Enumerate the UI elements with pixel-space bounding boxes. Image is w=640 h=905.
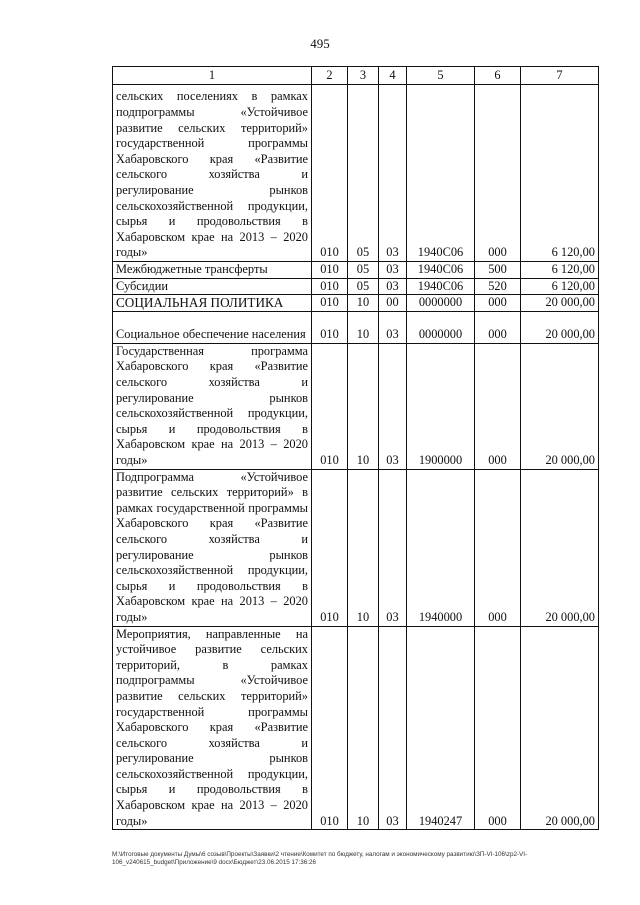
row-col-3: 10 [348, 469, 379, 626]
header-col-2: 2 [312, 67, 348, 85]
row-col-2: 010 [312, 262, 348, 279]
row-col-6: 520 [475, 278, 521, 295]
row-col-7: 20 000,00 [521, 626, 599, 830]
row-col-3: 10 [348, 311, 379, 343]
row-col-2: 010 [312, 343, 348, 469]
row-col-7: 20 000,00 [521, 295, 599, 312]
row-name: Социальное обеспечение населения [113, 311, 312, 343]
header-col-4: 4 [379, 67, 407, 85]
row-col-5: 0000000 [407, 295, 475, 312]
row-col-5: 1940247 [407, 626, 475, 830]
header-col-1: 1 [113, 67, 312, 85]
row-col-6: 000 [475, 469, 521, 626]
row-col-4: 03 [379, 278, 407, 295]
row-col-5: 1940С06 [407, 85, 475, 262]
row-col-6: 000 [475, 311, 521, 343]
row-col-5: 1940С06 [407, 262, 475, 279]
row-name: Подпрограмма «Устойчивое развитие сельских территорий» в рамках государственной программы Хабаровского края «Развитие сельского хозяйства и регулирование рынков сельскохозяйственной продукции, сырья и продовольствия в Хабаровском крае на 2013 – 2020 годы» [113, 469, 312, 626]
header-row [113, 67, 599, 85]
row-name: Межбюджетные трансферты [113, 262, 312, 279]
row-col-2: 010 [312, 469, 348, 626]
row-col-7: 20 000,00 [521, 343, 599, 469]
row-col-5: 1900000 [407, 343, 475, 469]
table-row [113, 626, 599, 830]
file-path-footer [112, 851, 612, 867]
table-row [113, 469, 599, 626]
row-col-5: 1940С06 [407, 278, 475, 295]
row-col-3: 05 [348, 262, 379, 279]
row-name: СОЦИАЛЬНАЯ ПОЛИТИКА [113, 295, 312, 312]
row-col-3: 10 [348, 295, 379, 312]
row-col-6: 000 [475, 295, 521, 312]
row-col-6: 000 [475, 85, 521, 262]
row-col-3: 05 [348, 278, 379, 295]
row-col-7: 20 000,00 [521, 469, 599, 626]
header-col-3: 3 [348, 67, 379, 85]
header-col-5: 5 [407, 67, 475, 85]
row-col-7: 6 120,00 [521, 278, 599, 295]
table-row [113, 343, 599, 469]
row-col-2: 010 [312, 626, 348, 830]
row-col-3: 10 [348, 343, 379, 469]
row-name: Субсидии [113, 278, 312, 295]
row-col-2: 010 [312, 311, 348, 343]
row-col-5: 0000000 [407, 311, 475, 343]
row-col-4: 03 [379, 469, 407, 626]
row-col-6: 000 [475, 626, 521, 830]
footer-line: M:\Итоговые документы Думы\6 созыв\Проекты\Заявки\2 чтение\Комитет по бюджету, налогам и экономическому развитию\ЗП-VI-106\zp2-VI- [112, 851, 528, 858]
budget-table [112, 66, 599, 830]
row-col-2: 010 [312, 295, 348, 312]
row-col-4: 03 [379, 85, 407, 262]
table-row [113, 295, 599, 312]
row-col-5: 1940000 [407, 469, 475, 626]
footer-line: 106_v240615_budget\Приложение\9 docx\Бюджет\23.06.2015 17:36:26 [112, 859, 316, 866]
row-col-6: 500 [475, 262, 521, 279]
row-col-6: 000 [475, 343, 521, 469]
row-name: сельских поселениях в рамках подпрограммы «Устойчивое развитие сельских территорий» государственной программы Хабаровского края «Развитие сельского хозяйства и регулирование рынков сельскохозяйственной продукции, сырья и продовольствия в Хабаровском крае на 2013 – 2020 годы» [113, 85, 312, 262]
row-col-7: 20 000,00 [521, 311, 599, 343]
header-col-7: 7 [521, 67, 599, 85]
row-name: Мероприятия, направленные на устойчивое развитие сельских территорий, в рамках подпрограммы «Устойчивое развитие сельских территорий» государственной программы Хабаровского края «Развитие сельского хозяйства и регулирование рынков сельскохозяйственной продукции, сырья и продовольствия в Хабаровском крае на 2013 – 2020 годы» [113, 626, 312, 830]
row-col-7: 6 120,00 [521, 262, 599, 279]
row-col-2: 010 [312, 278, 348, 295]
row-name: Государственная программа Хабаровского края «Развитие сельского хозяйства и регулирование рынков сельскохозяйственной продукции, сырья и продовольствия в Хабаровском крае на 2013 – 2020 годы» [113, 343, 312, 469]
row-col-2: 010 [312, 85, 348, 262]
table-row [113, 262, 599, 279]
row-col-3: 10 [348, 626, 379, 830]
header-col-6: 6 [475, 67, 521, 85]
row-col-7: 6 120,00 [521, 85, 599, 262]
table-row [113, 85, 599, 262]
row-col-4: 03 [379, 262, 407, 279]
page-number: 495 [310, 36, 330, 51]
table-row [113, 311, 599, 343]
table-row [113, 278, 599, 295]
row-col-4: 00 [379, 295, 407, 312]
row-col-4: 03 [379, 626, 407, 830]
row-col-4: 03 [379, 311, 407, 343]
row-col-3: 05 [348, 85, 379, 262]
row-col-4: 03 [379, 343, 407, 469]
